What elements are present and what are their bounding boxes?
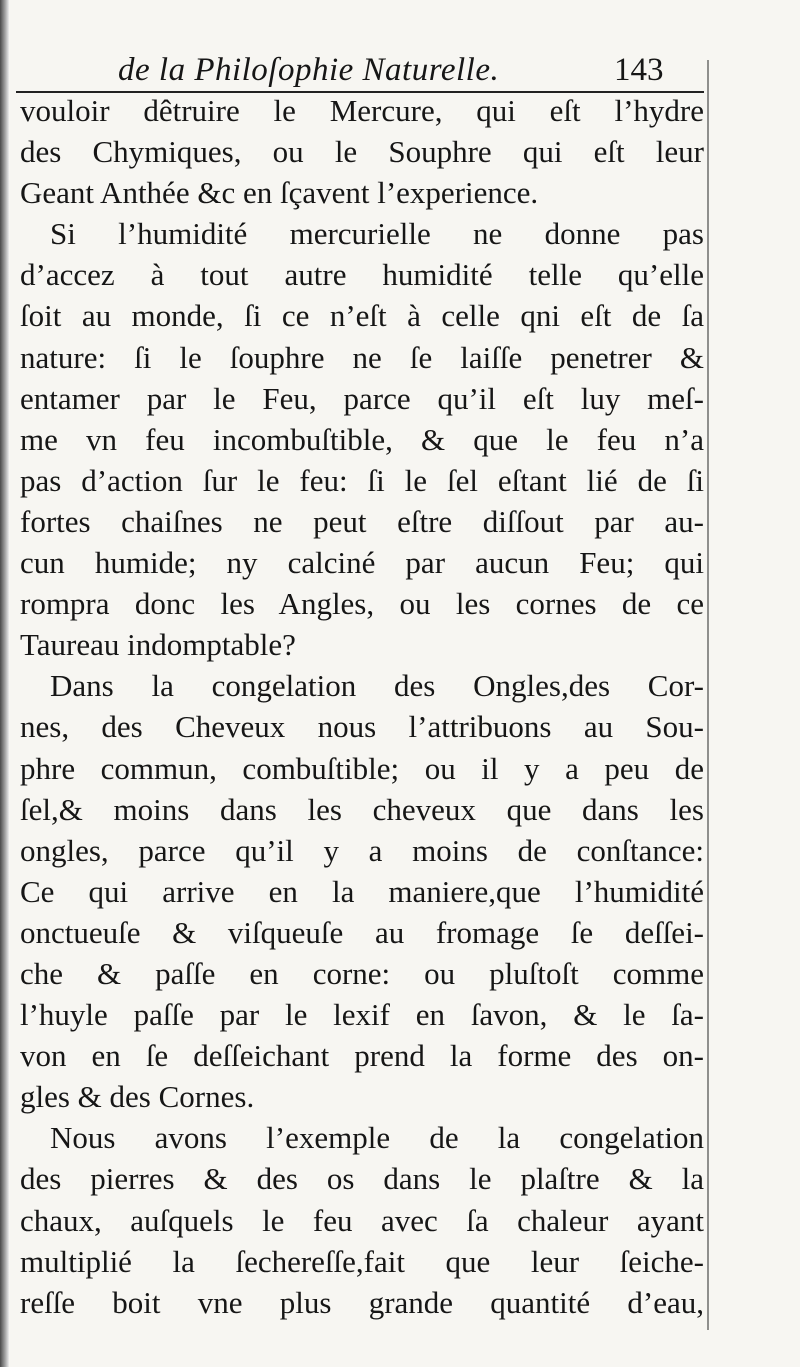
page-number: 143 xyxy=(614,52,664,88)
text-line: nes, des Cheveux nous l’attribuons au Sou- xyxy=(20,709,704,745)
text-line: von en ſe deſſeichant prend la forme des on- xyxy=(20,1038,704,1074)
text-line: gles & des Cornes. xyxy=(20,1079,255,1115)
text-line: d’accez à tout autre humidité telle qu’elle xyxy=(20,257,704,293)
text-line: chaux, auſquels le feu avec ſa chaleur ayant xyxy=(20,1202,704,1238)
text-line: onctueuſe & viſqueuſe au fromage ſe deſſei- xyxy=(20,914,704,950)
text-line: Ce qui arrive en la maniere,que l’humidité xyxy=(20,873,704,909)
text-line: vouloir dêtruire le Mercure, qui eſt l’hydre xyxy=(20,93,704,128)
text-line: des Chymiques, ou le Souphre qui eſt leur xyxy=(20,134,704,170)
text-line: nature: ſi le ſouphre ne ſe laiſſe penetrer & xyxy=(20,339,704,375)
margin-line xyxy=(707,60,709,1330)
text-line: rompra donc les Angles, ou les cornes de ce xyxy=(20,586,704,622)
text-line: reſſe boit vne plus grande quantité d’eau, xyxy=(20,1284,704,1320)
text-line: ſel,& moins dans les cheveux que dans les xyxy=(20,791,704,827)
text-line: ſoit au monde, ſi ce n’eſt à celle qni eſt de ſa xyxy=(20,298,704,334)
text-line: Geant Anthée &c en ſçavent l’experience. xyxy=(20,175,539,211)
text-line: multiplié la ſechereſſe,fait que leur ſeiche- xyxy=(20,1243,704,1279)
text-line: ongles, parce qu’il y a moins de conſtance: xyxy=(20,832,704,868)
text-line: pas d’action ſur le feu: ſi le ſel eſtant lié de ſi xyxy=(20,462,704,498)
page-edge-shadow xyxy=(0,0,9,1367)
text-line: Dans la congelation des Ongles,des Cor- xyxy=(50,668,704,704)
text-line: Taureau indomptable? xyxy=(20,627,296,663)
text-line: l’huyle paſſe par le lexif en ſavon, & le ſa- xyxy=(20,997,704,1033)
text-line: des pierres & des os dans le plaſtre & la xyxy=(20,1161,704,1197)
text-line: Nous avons l’exemple de la congelation xyxy=(50,1120,704,1156)
text-line: me vn feu incombuſtible, & que le feu n’a xyxy=(20,421,704,457)
text-line: fortes chaiſnes ne peut eſtre diſſout par au- xyxy=(20,503,704,539)
text-line: che & paſſe en corne: ou pluſtoſt comme xyxy=(20,955,704,991)
text-line: Si l’humidité mercurielle ne donne pas xyxy=(50,216,704,252)
running-title: de la Philoſophie Naturelle. xyxy=(118,52,500,88)
text-line: cun humide; ny calciné par aucun Feu; qui xyxy=(20,545,704,581)
body-text xyxy=(20,90,704,1323)
text-line: entamer par le Feu, parce qu’il eſt luy meſ- xyxy=(20,380,704,416)
text-line: phre commun, combuſtible; ou il y a peu de xyxy=(20,750,704,786)
